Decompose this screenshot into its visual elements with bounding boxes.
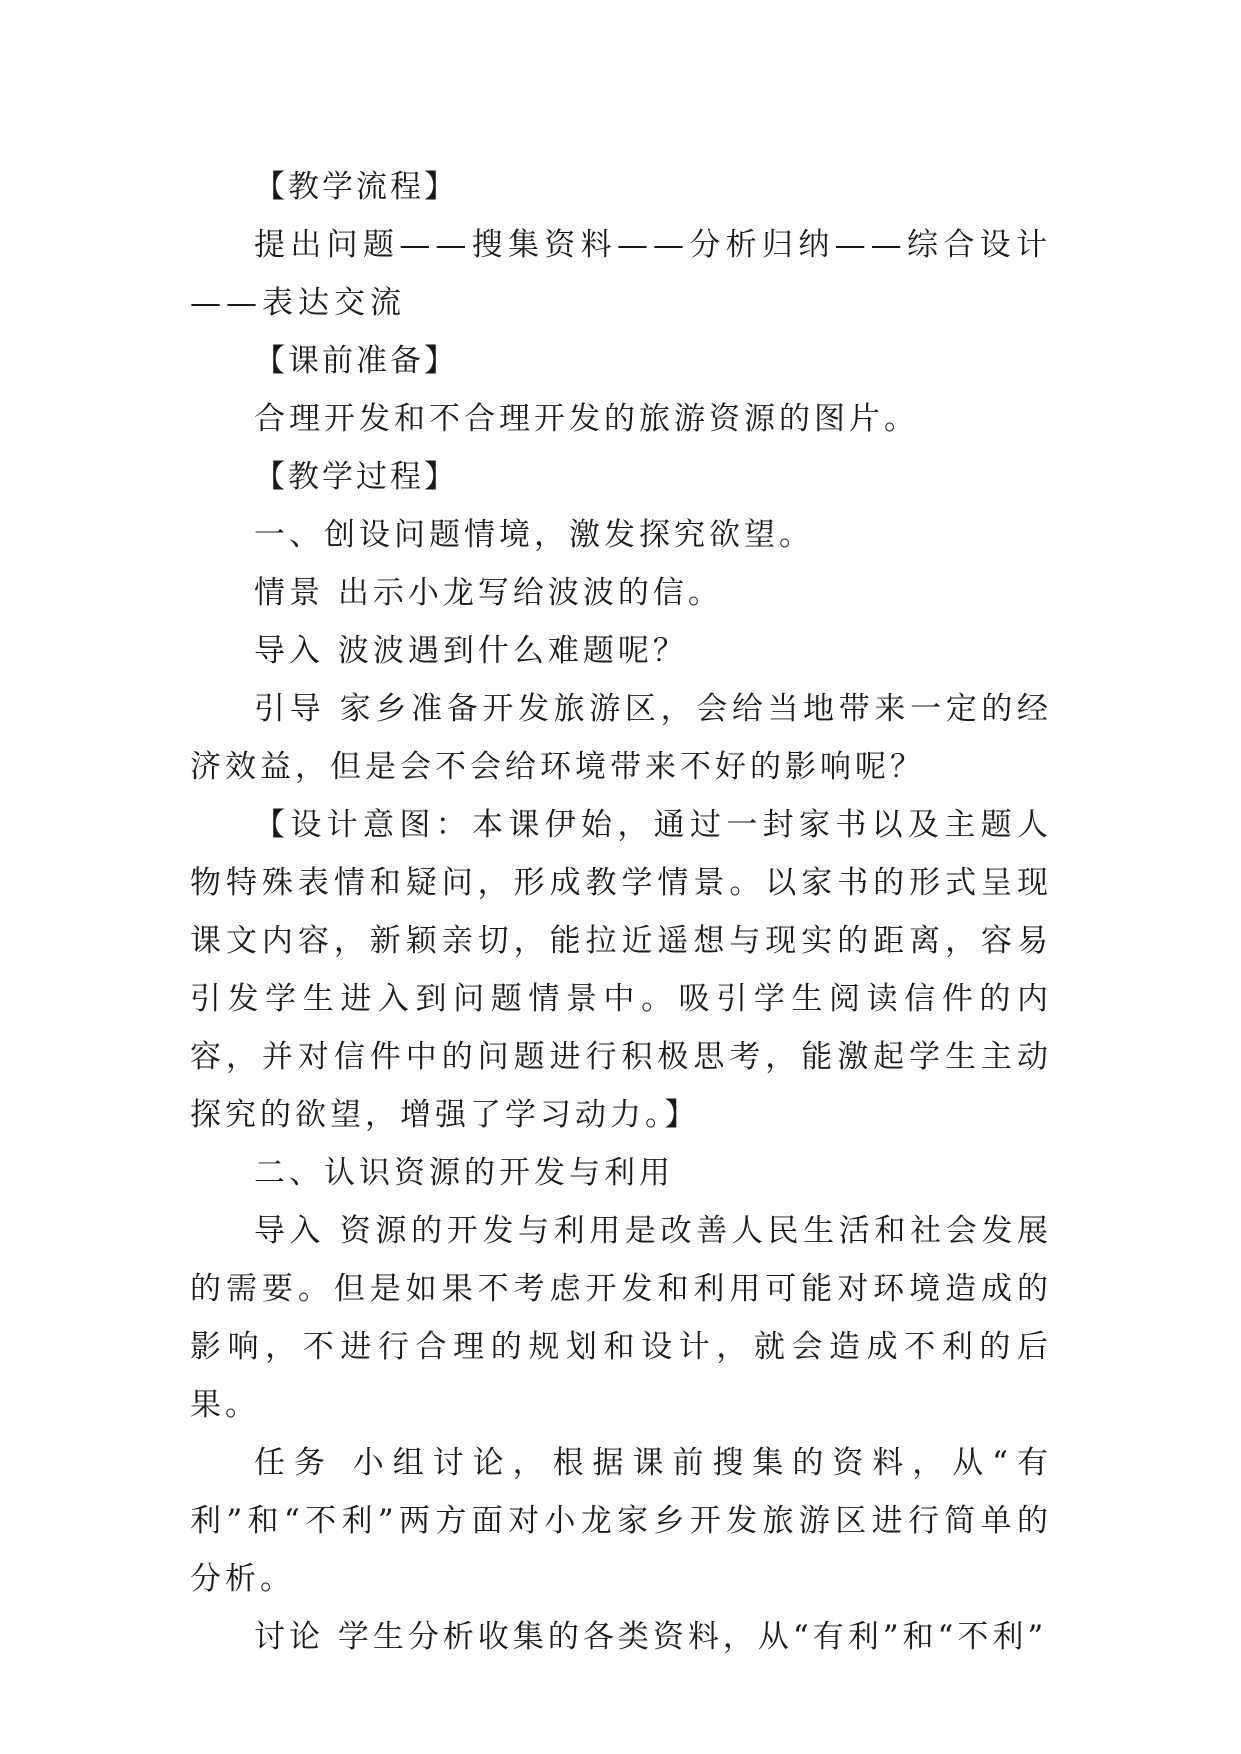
preparation-text: 合理开发和不合理开发的旅游资源的图片。 (254, 401, 919, 437)
document-body (190, 158, 1052, 1666)
section-2-title: 二、认识资源的开发与利用 (254, 1155, 674, 1191)
task-paragraph: 任务 小组讨论，根据课前搜集的资料，从“有利”和“不利”两方面对小龙家乡开发旅游区进行简单的分析。 (190, 1445, 1052, 1597)
guide-paragraph: 引导 家乡准备开发旅游区，会给当地带来一定的经济效益，但是会不会给环境带来不好的影响呢？ (190, 691, 1052, 785)
scene-paragraph: 情景 出示小龙写给波波的信。 (254, 575, 723, 611)
discussion-paragraph: 讨论 学生分析收集的各类资料，从“有利”和“不利” (254, 1619, 1048, 1655)
heading-teaching-flow: 【教学流程】 (254, 169, 458, 205)
section-1-title: 一、创设问题情境，激发探究欲望。 (254, 517, 814, 553)
heading-preparation: 【课前准备】 (254, 343, 458, 379)
design-intent-paragraph: 【设计意图：本课伊始，通过一封家书以及主题人物特殊表情和疑问，形成教学情景。以家书的形式呈现课文内容，新颖亲切，能拉近遥想与现实的距离，容易引发学生进入到问题情景中。吸引学生阅读信件的内容，并对信件中的问题进行积极思考，能激起学生主动探究的欲望，增强了学习动力。】 (190, 807, 1052, 1133)
teaching-flow-text: 提出问题——搜集资料——分析归纳——综合设计——表达交流 (190, 227, 1052, 321)
heading-teaching-process: 【教学过程】 (254, 459, 458, 495)
intro-paragraph-1: 导入 波波遇到什么难题呢？ (254, 633, 688, 669)
intro-paragraph-2: 导入 资源的开发与利用是改善人民生活和社会发展的需要。但是如果不考虑开发和利用可能对环境造成的影响，不进行合理的规划和设计，就会造成不利的后果。 (190, 1213, 1052, 1423)
